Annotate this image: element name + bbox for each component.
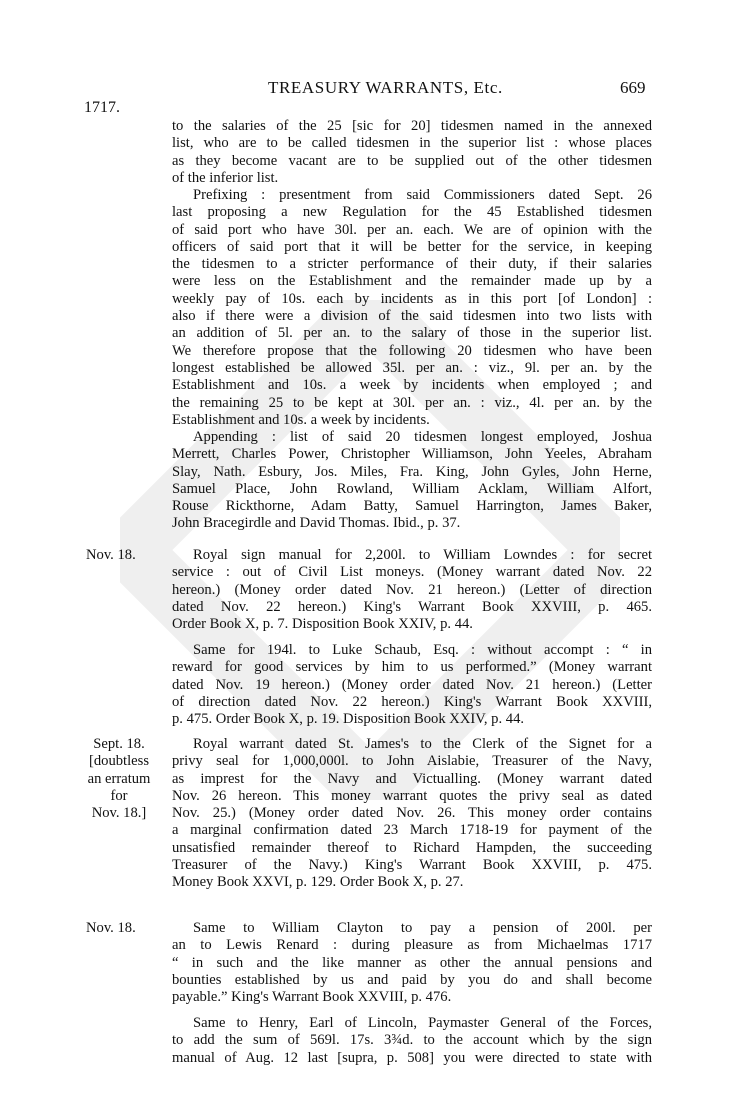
margin-note-line: Sept. 18.: [93, 736, 145, 752]
paragraph-lincoln: [172, 1015, 652, 1067]
text-line: unsatisfied remainder thereof to Richard Hampden, the succeeding: [172, 839, 652, 856]
text-line: Royal sign manual for 2,200l. to William Lowndes : for secret: [193, 547, 652, 563]
text-line: also if there were a division of the said tidesmen into two lists with: [172, 308, 652, 325]
text-line: p. 475. Order Book X, p. 19. Disposition Book XXIV, p. 44.: [172, 711, 525, 728]
page-number: 669: [620, 78, 646, 97]
text-line: John Bracegirdle and David Thomas. Ibid., p. 37.: [172, 515, 461, 532]
margin-date: Nov. 18.: [86, 547, 136, 563]
text-line: Establishment and 10s. a week by incidents when employed ; and: [172, 377, 652, 394]
text-line: Same to William Clayton to pay a pension of 200l. per: [193, 920, 652, 936]
running-header-title: [268, 78, 503, 98]
paragraph-schaub: [172, 642, 652, 728]
text-line: dated Nov. 22 hereon.) King's Warrant Book XXVIII, p. 465.: [172, 598, 652, 615]
text-line: a marginal confirmation dated 23 March 1718-19 for payment of the: [172, 822, 652, 839]
paragraph-lowndes: [172, 547, 652, 633]
text-line: an addition of 5l. per an. to the salary of those in the superior list.: [172, 325, 652, 342]
text-line: Rouse Rickthorne, Adam Batty, Samuel Harrington, James Baker,: [172, 498, 652, 515]
margin-note-line: an erratum: [87, 770, 151, 787]
text-line: Nov. 26 hereon. This money warrant quotes the privy seal as dated: [172, 787, 652, 804]
text-line: Royal warrant dated St. James's to the Clerk of the Signet for a: [193, 736, 652, 752]
text-line: Samuel Place, John Rowland, William Acklam, William Alfort,: [172, 480, 652, 497]
text-line: of said port who have 30l. per an. each. We are of opinion with the: [172, 221, 652, 238]
text-line: last proposing a new Regulation for the 45 Established tidesmen: [172, 204, 652, 221]
text-line: Merrett, Charles Power, Christopher Williamson, John Yeeles, Abraham: [172, 446, 652, 463]
text-line: officers of said port that it will be better for the service, in keeping: [172, 238, 652, 255]
text-line: “ in such and the like manner as other the annual pensions and: [172, 954, 652, 971]
text-line: Slay, Nath. Esbury, Jos. Miles, Fra. King, John Gyles, John Herne,: [172, 463, 652, 480]
text-line: of the inferior list.: [172, 169, 279, 186]
text-line: Treasurer of the Navy.) King's Warrant Book XXVIII, p. 475.: [172, 857, 652, 874]
text-line: service : out of Civil List moneys. (Money warrant dated Nov. 22: [172, 564, 652, 581]
text-line: as imprest for the Navy and Victualling. (Money warrant dated: [172, 770, 652, 787]
text-line: the tidesmen to a stricter performance of their duty, if their salaries: [172, 256, 652, 273]
text-line: payable.” King's Warrant Book XXVIII, p. 476.: [172, 989, 452, 1006]
text-line: Same to Henry, Earl of Lincoln, Paymaster General of the Forces,: [193, 1015, 652, 1031]
text-line: manual of Aug. 12 last [supra, p. 508] you were directed to state with: [172, 1049, 652, 1066]
paragraph-appending: [172, 429, 652, 533]
text-line: Money Book XXVI, p. 129. Order Book X, p. 27.: [172, 874, 464, 891]
paragraph-clayton: [172, 920, 652, 1006]
text-line: Nov. 25.) (Money order dated Nov. 26. This money order contains: [172, 805, 652, 822]
text-line: list, who are to be called tidesmen in the superior list : whose places: [172, 135, 652, 152]
text-line: We therefore propose that the following 20 tidesmen who have been: [172, 342, 652, 359]
text-line: bounties established by us and paid by you do and shall become: [172, 971, 652, 988]
text-line: longest established be allowed 35l. per an. : viz., 9l. per an. by the: [172, 359, 652, 376]
year-marker: 1717.: [84, 99, 120, 116]
text-line: Same for 194l. to Luke Schaub, Esq. : without accompt : “ in: [193, 642, 652, 658]
margin-note-erratum: [82, 736, 156, 822]
text-line: Establishment and 10s. a week by incidents.: [172, 411, 430, 428]
text-line: Order Book X, p. 7. Disposition Book XXIV, p. 44.: [172, 616, 473, 633]
text-line: privy seal for 1,000,000l. to John Aislabie, Treasurer of the Navy,: [172, 753, 652, 770]
text-line: to add the sum of 569l. 17s. 3¾d. to the account which by the sign: [172, 1032, 652, 1049]
paragraph-aislabie: [172, 736, 652, 892]
text-line: reward for good services by him to us performed.” (Money warrant: [172, 659, 652, 676]
margin-note-line: Nov. 18.]: [91, 805, 147, 822]
text-line: hereon.) (Money order dated Nov. 21 hereon.) (Letter of direction: [172, 581, 652, 598]
margin-date: Nov. 18.: [86, 920, 136, 936]
text-line: were less on the Establishment and the remainder made up by a: [172, 273, 652, 290]
paragraph-salaries: [172, 118, 652, 187]
text-line: Appending : list of said 20 tidesmen longest employed, Joshua: [193, 429, 652, 445]
text-line: as they become vacant are to be supplied out of the other tidesmen: [172, 152, 652, 169]
text-line: to the salaries of the 25 [sic for 20] tidesmen named in the annexed: [172, 118, 652, 134]
margin-note-line: [doubtless: [89, 753, 149, 770]
text-line: Prefixing : presentment from said Commissioners dated Sept. 26: [193, 187, 652, 203]
text-line: the remaining 25 to be kept at 30l. per an. : viz., 4l. per an. by the: [172, 394, 652, 411]
text-line: of direction dated Nov. 22 hereon.) King's Warrant Book XXVIII,: [172, 693, 652, 710]
text-line: an to Lewis Renard : during pleasure as from Michaelmas 1717: [172, 937, 652, 954]
margin-note-line: for: [110, 787, 128, 804]
paragraph-prefixing: [172, 187, 652, 429]
text-line: weekly pay of 10s. each by incidents as in this port [of London] :: [172, 290, 652, 307]
text-line: dated Nov. 19 hereon.) (Money order dated Nov. 21 hereon.) (Letter: [172, 676, 652, 693]
running-header-text: TREASURY WARRANTS, Etc.: [268, 78, 503, 97]
